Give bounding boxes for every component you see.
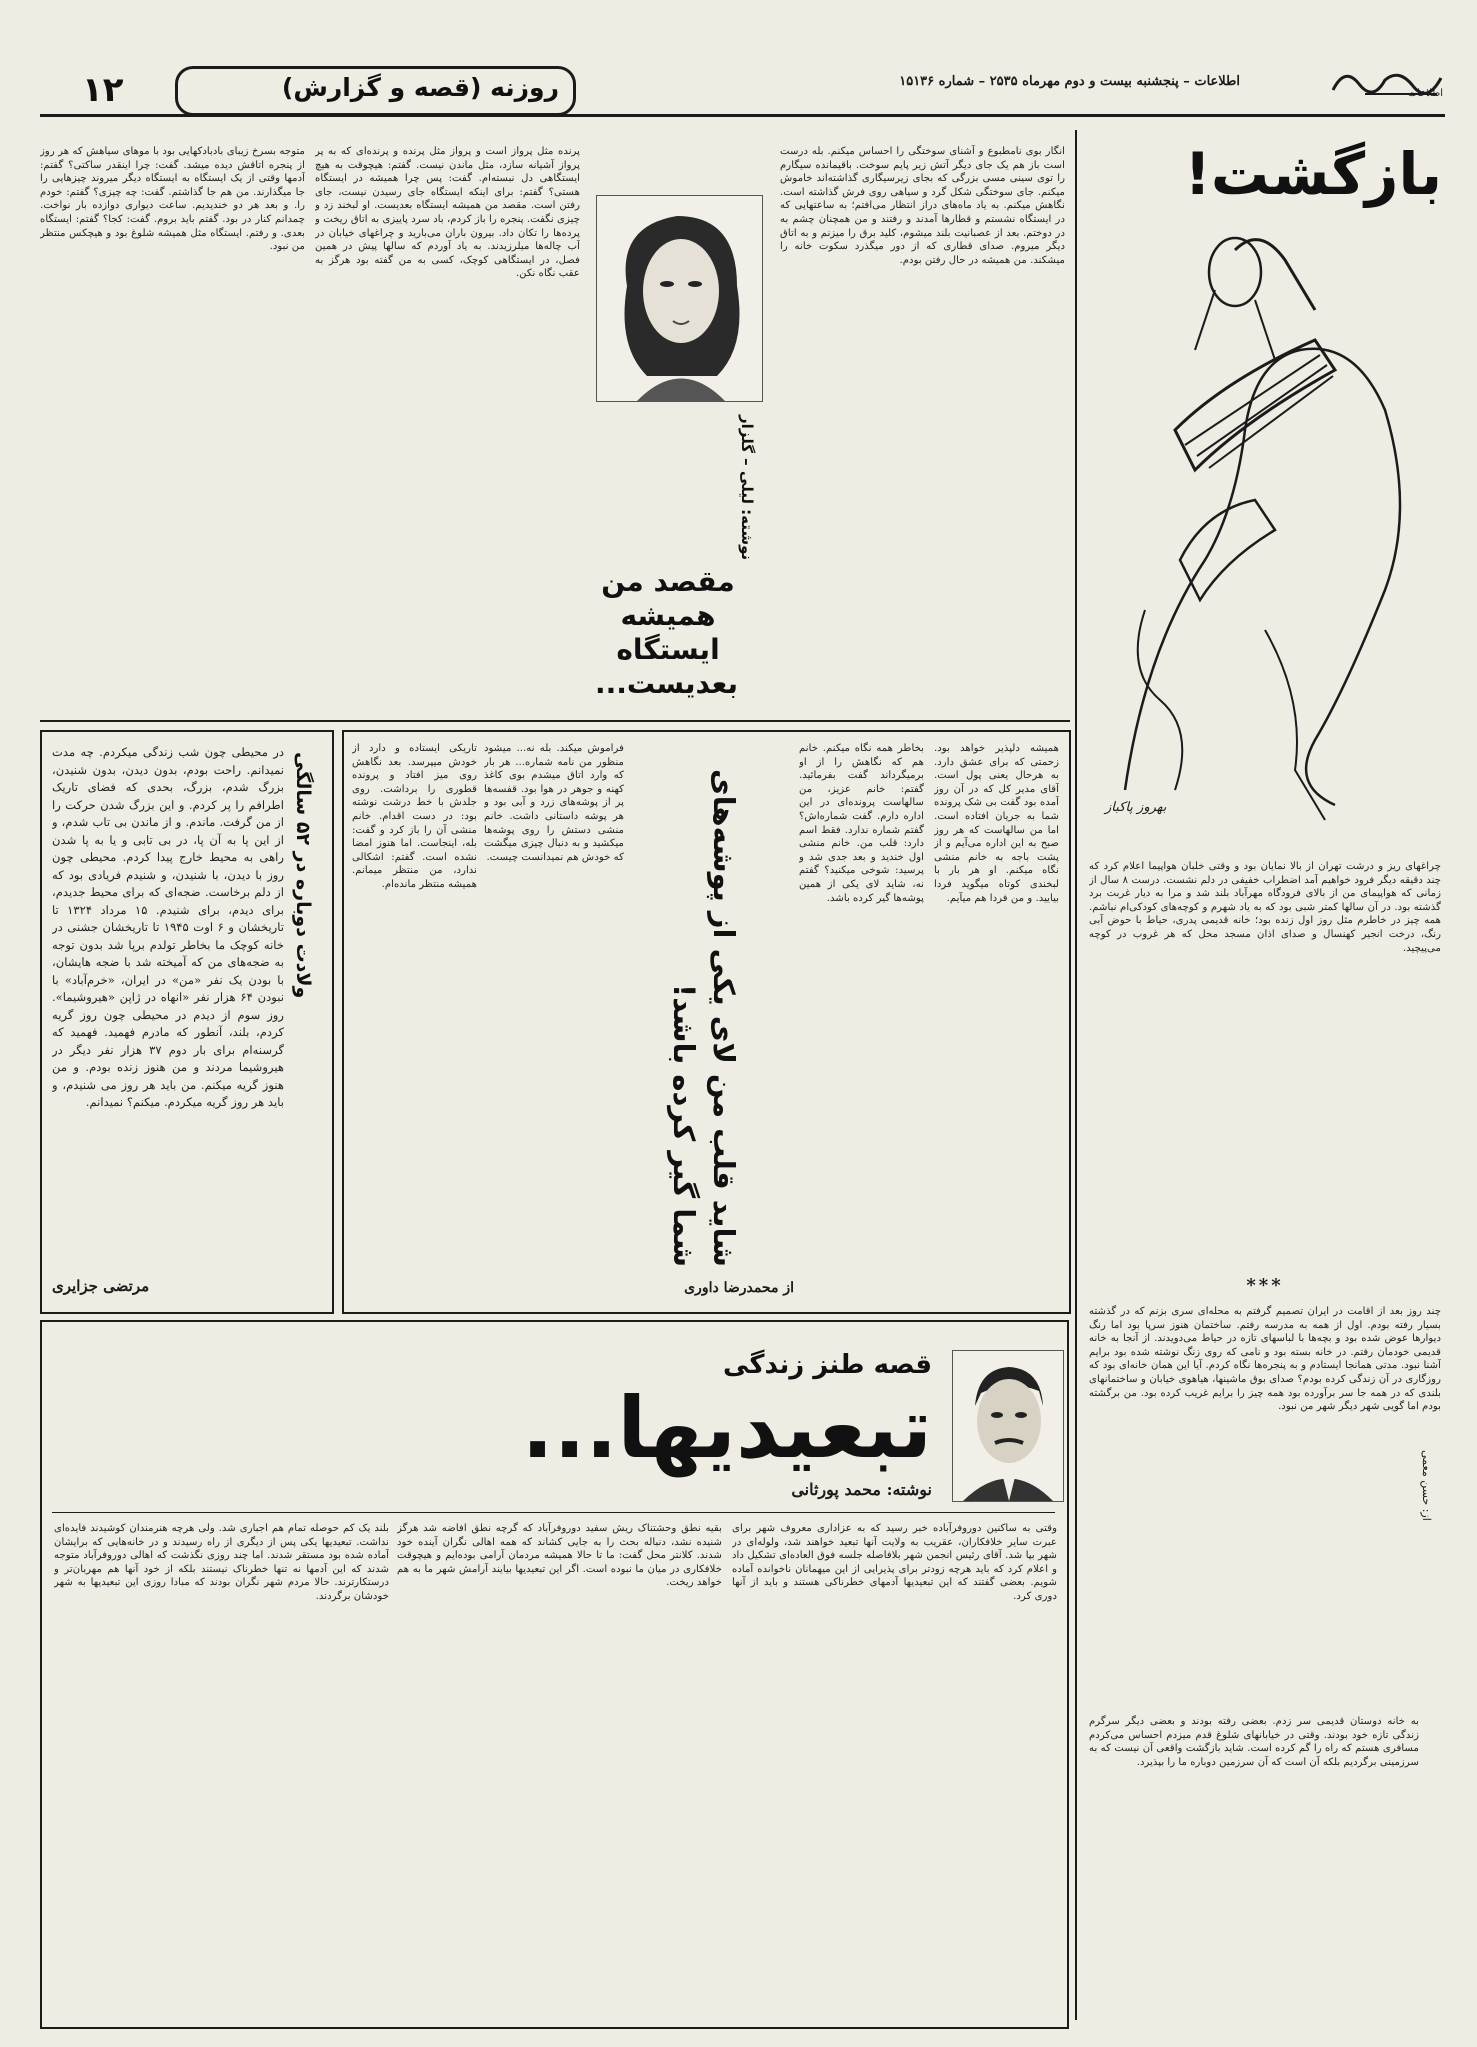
masthead — [0, 60, 1477, 130]
station-author: نوشته: لیلی – گلزار — [738, 415, 756, 561]
story-station — [40, 135, 1070, 725]
issue-line: اطلاعات – پنجشنبه بیست و دوم مهرماه ۲۵۳۵ – شماره ۱۵۱۳۶ — [899, 74, 1240, 89]
story-birth-title: ولادت دوباره در ۵۲ سالگی — [292, 752, 314, 999]
heart-column-c: فراموش میکند. بله نه... میشود منظور من نامه شماره... هر بار که وارد اتاق میشدم بوی کاغذ کهنه و جوهر در هوا بود. قفسه‌ها پر از پوشه‌های زرد و آبی بود و هر پوشه داستانی داشت. خانم منشی دستش را روی پوشه‌ها میکشید و به دنبال چیزی میگشت که خودش هم نمیدانست چیست. — [484, 743, 624, 863]
story-heart-author: از محمدرضا داوری — [684, 1280, 794, 1296]
masthead-rule — [40, 114, 1445, 117]
story-return — [1075, 130, 1450, 2025]
story-return-author: از: حسن معمی — [1420, 1450, 1433, 1521]
page-number: ۱۲ — [82, 70, 124, 110]
illustrator-signature: بهروز پاکباز — [1105, 800, 1167, 815]
author-photo-deport — [952, 1350, 1064, 1502]
story-birth — [40, 730, 334, 1314]
return-column-c: به خانه دوستان قدیمی سر زدم. بعضی رفته بودند و بعضی دیگر سرگرم زندگی تازه خود بودند. وقتی در خیابانهای شلوغ قدم میزدم احساس می‌کردم مسافری هستم که راه را گم کرده است. شاید بازگشت واقعی آن نیست که به سرزمینی برگردیم بلکه آن است که آن سرزمین دوباره ما را بپذیرد. — [1089, 1716, 1419, 1768]
author-photo — [596, 195, 763, 402]
deport-header-rule — [52, 1512, 1055, 1513]
story-deport — [40, 1320, 1069, 2029]
heart-column-a: همیشه دلپذیر خواهد بود. زحمتی که برای عشق دارد. به هرحال یعنی پول است. آقای مدیر کل که در آن روز آمده بود گفت بی شک پرونده شما به جریان افتاده است. اما من سالهاست که هر روز صبح به این اداره می‌آیم و از پشت باجه به خانم منشی نگاه میکنم. او هر بار با لبخندی کوتاه میگوید فردا بیایید. و من فردا هم میآیم. — [934, 743, 1059, 904]
woman-portrait-icon — [597, 196, 762, 401]
heart-column-b: بخاطر همه نگاه میکنم. خانم هم که نگاهش را از او برمیگرداند گفت بفرمائید. گفتم: خانم عزیز، من سالهاست پرونده‌ای در این اداره دارم. گفت شماره‌اش؟ گفتم شماره ندارد. فقط اسم دارد: قلب من. خانم منشی اول خندید و بعد جدی شد و پرسید: شوخی میکنید؟ گفتم نه، شاید لای یکی از همین پوشه‌ها گیر کرده باشد. — [799, 743, 924, 904]
deport-column-c: بلند یک کم حوصله تمام هم اجباری شد. ولی هرچه هنرمندان کوشیدند فایده‌ای نداشت. تبعیدیها یکی پس از دیگری از راه رسیدند و در خانه‌هایی که برایشان آماده شده بود مستقر شدند. اما چند روزی نگذشت که اهالی دوروفرآباد متوجه شدند که این آدمها نه تنها خطرناک نیستند بلکه از خود آنها هم مهربان‌تر و درستکارترند. حالا مردم شهر نگران بودند که مبادا روزی این تبعیدیها به شهر خودشان برگردند. — [54, 1523, 389, 1602]
return-column-b: چند روز بعد از اقامت در ایران تصمیم گرفتم به محله‌ای سری بزنم که در گذشته بسیار رفته بودم. اول از همه به مدرسه رفتم. ساختمان هنوز سرپا بود اما رنگ دیوارها عوض شده بود و بچه‌ها با لباسهای تازه در حیاط می‌دویدند. از آنجا به خانه قدیمی خودمان رفتم. در خانه بسته بود و نامی که روی زنگ نوشته شده بود برایم آشنا نبود. مدتی همانجا ایستادم و به پنجره‌ها نگاه کردم. آیا این همان خانه‌ای بود که روزگاری در آن زندگی کرده بودم؟ صدای بوق ماشینها، هیاهوی خیابان و ساختمانهای بلندی که در همه جا سر برآورده بود همه چیز را برایم غریب کرده بود. من برگشته بودم اما گویی شهر دیگر شهر من نبود. — [1089, 1306, 1441, 1413]
man-portrait-icon — [953, 1351, 1063, 1501]
story-deport-author: نوشته: محمد پورثانی — [791, 1480, 932, 1499]
station-column-a: انگار بوی نامطبوع و آشنای سوختگی را احساس میکنم. بله درست است باز هم یک جای دیگر آتش زیر پایم سوخت. باقیمانده سیگارم را توی سینی مسی بزرگی که بجای زیرسیگاری گذاشته‌اند خاموش میکنم. جای سوختگی شکل گرد و سیاهی روی فرش گذاشته است. نگاهش میکنم. به یاد ماه‌های دراز انتظار می‌افتم؛ به ساعتهایی که در ایستگاه نشستم و قطارها آمدند و رفتند و من همچنان چشم به در دوختم. بعد از عصبانیت بلند میشوم، کلید برق را میزنم و به اتاق دیگر میروم. صدای قطاری که از دور میگذرد سکوت خانه را میشکند. من همیشه در حال رفتن بودم. — [780, 146, 1065, 266]
logo-text: اطلاعات — [1407, 88, 1443, 99]
return-illustration — [1085, 230, 1435, 840]
station-column-b: پرنده مثل پرواز است و پرواز مثل پرنده و پرنده‌ای که به پر پرواز آشیانه سازد، مثل ماندن نیست. گفتم: هیچوقت به هیچ ایستگاهی دل نبسته‌ام. گفت: پس چرا همیشه در ایستگاه هستی؟ گفتم: برای اینکه ایستگاه جای رسیدن نیست، جای رفتن است. مقصد من همیشه ایستگاه بعدیست. او لبخند زد و چیزی نگفت. پنجره را باز کردم، باد سرد پاییزی به اتاق ریخت و پرده‌ها را تکان داد. بیرون باران می‌بارید و چراغهای خیابان در آب چاله‌ها میلرزیدند. به یاد آوردم که سالها پیش در همین فصل، در ایستگاهی کوچک، کسی به من گفته بود هرگز به عقب نگاه نکن. — [315, 146, 580, 280]
deport-column-b: بقیه نطق وحشتناک ریش سفید دوروفرآباد که گرچه نطق افاضه شد هرگز شنیده نشد، دنباله بحث را به جایی کشاند که همه اهالی نگران آینده خود شدند. کلانتر محل گفت: ما تا حالا همیشه مردمان آرامی بوده‌ایم و هیچوقت خلافکاری در میان ما نبوده است. اگر این تبعیدیها بیایند آرامش شهر ما به هم خواهد ریخت. — [397, 1523, 722, 1589]
illustration-figure-icon — [1085, 230, 1435, 840]
story-heart-title: شاید قلب من لای یکی از پوشه‌های شما گیر کرده باشد! — [667, 769, 741, 1267]
station-bottom-rule — [40, 720, 1070, 722]
station-column-c: متوجه بسرخ زیبای بادبادکهایی بود با موهای سیاهش که هر روز از پنجره اتاقش دیده میشد. گفت: چرا اینقدر ساکتی؟ گفتم: آدمها وقتی از یک ایستگاه به ایستگاه دیگر میروند چیزهایی را جا میگذارند. من هم جا گذاشتم. گفت: چه چیزی؟ گفتم: خودم را. و بعد هر دو خندیدیم. ساعت دیواری دوازده بار نواخت. چمدانم کنار در بود. گفتم باید بروم. گفت: کجا؟ گفتم: ایستگاه بعدی. و رفتم. ایستگاه مثل همیشه شلوغ بود و هیچکس منتظر من نبود. — [40, 146, 305, 253]
section-title: روزنه (قصه و گزارش) — [281, 73, 559, 102]
heart-column-d: تاریکی ایستاده و دارد از خودش میپرسد. بعد نگاهش روی میز افتاد و پرونده قطوری را برداشت. روی جلدش با خط درشت نوشته بود: در دست اقدام. خانم منشی آن را باز کرد و گفت: بله، اینجاست. اما هنوز امضا نشده است. گفتم: اشکالی ندارد، من منتظر میمانم. همیشه منتظر مانده‌ام. — [352, 743, 477, 890]
return-rule-left — [1075, 130, 1077, 2020]
story-return-title: بازگشت! — [1184, 140, 1442, 208]
birth-text: در محیطی چون شب زندگی میکردم. چه مدت نمیدانم. راحت بودم، بدون دیدن، بدون شنیدن، بزرگ شدم، بزرگ، بحدی که فضای تاریک اطرافم را پر کردم. و این بزرگ شدن حرکت را از من گرفت. ماندم. و از ماندن بی تاب شدم، و از این پا به آن پا، در بی تابی و یا به پا شدن راهی به محیط خارج پیدا کردم. محیطی چون روز با دیدن، با شنیدن، و شنیدم فریادی بود که از دلم برخاست. ضجه‌ای که برای محیط جدیدم، برای دیدم، برای شنیدم. ۱۵ مرداد ۱۳۲۴ تا تاریخشان و ۶ اوت ۱۹۴۵ تا تاریخشان جشنی در خانه کوچک ما بخاطر تولدم برپا شد بدون توجه به ضجه‌های من که آمیخته شد با ضجه هایشان، با بودن یک نفر «من» در ایران، «خرم‌آباد» با نبودن ۶۴ هزار نفر «انهاه در ژاپن «هیروشیما». روز سوم از دیدم در محیطی چون روز گریه کردم، بلند، آنطور که مادرم فهمید. فهمید که گرسنه‌ام برای بار دوم ۳۷ هزار نفر دیگر در هیروشیما مردند و من هنوز زنده بودم. و من هنوز گریه میکنم. من باید هر روز می شنیدم، و باید هر روز گریه میکردم. میکنم؟ نمیدانم. — [52, 745, 284, 1109]
story-birth-author: مرتضی جزایری — [52, 1277, 150, 1295]
section-title-box — [175, 66, 576, 116]
story-station-title: مقصد من همیشه ایستگاه بعدیست... — [594, 565, 738, 700]
deport-header — [52, 1330, 1052, 1510]
return-column-a: چراغهای ریز و درشت تهران از بالا نمایان بود و وقتی خلبان هواپیما اعلام کرد که چند دقیقه دیگر فرود خواهیم آمد اضطراب خفیفی در دلم نشست. درست ۸ سال از زمانی که هواپیمای من از بالای فرودگاه مهرآباد بلند شد و مرا به دیار غربت برد گذشته بود. در آن سالها کمتر شبی بود که به یاد شهرم و کوچه‌های کودکی‌ام نباشم. همه چیز در خاطرم مثل روز اول زنده بود؛ خانه قدیمی پدری، حیاط با حوض آبی رنگ، درخت انجیر کهنسال و صدای اذان مسجد محل که هر غروب در کوچه می‌پیچید. — [1089, 861, 1441, 954]
deport-column-a: وقتی به ساکنین دوروفرآباده خبر رسید که به عزاداری معروف شهر برای عبرت سایر خلافکاران، عقریب به ولایت آنها تبعید خواهند شد، ولوله‌ای در شهر بپا شد. آقای رئیس انجمن شهر بلافاصله جلسه فوق العاده‌ای تشکیل داد و اعلام کرد که باید هرچه زودتر برای پذیرایی از این میهمانان ناخوانده آماده شویم. بعضی گفتند که این تبعیدیها آدمهای خطرناکی هستند و باید از آنها دوری کرد. — [732, 1523, 1057, 1602]
station-lead-box — [588, 135, 768, 715]
newspaper-logo — [1325, 60, 1445, 102]
story-heart — [342, 730, 1071, 1314]
story-deport-title: تبعیدیها... — [521, 1379, 932, 1477]
return-stars: *** — [1246, 1275, 1284, 1296]
deport-label: قصه طنز زندگی — [723, 1350, 932, 1380]
